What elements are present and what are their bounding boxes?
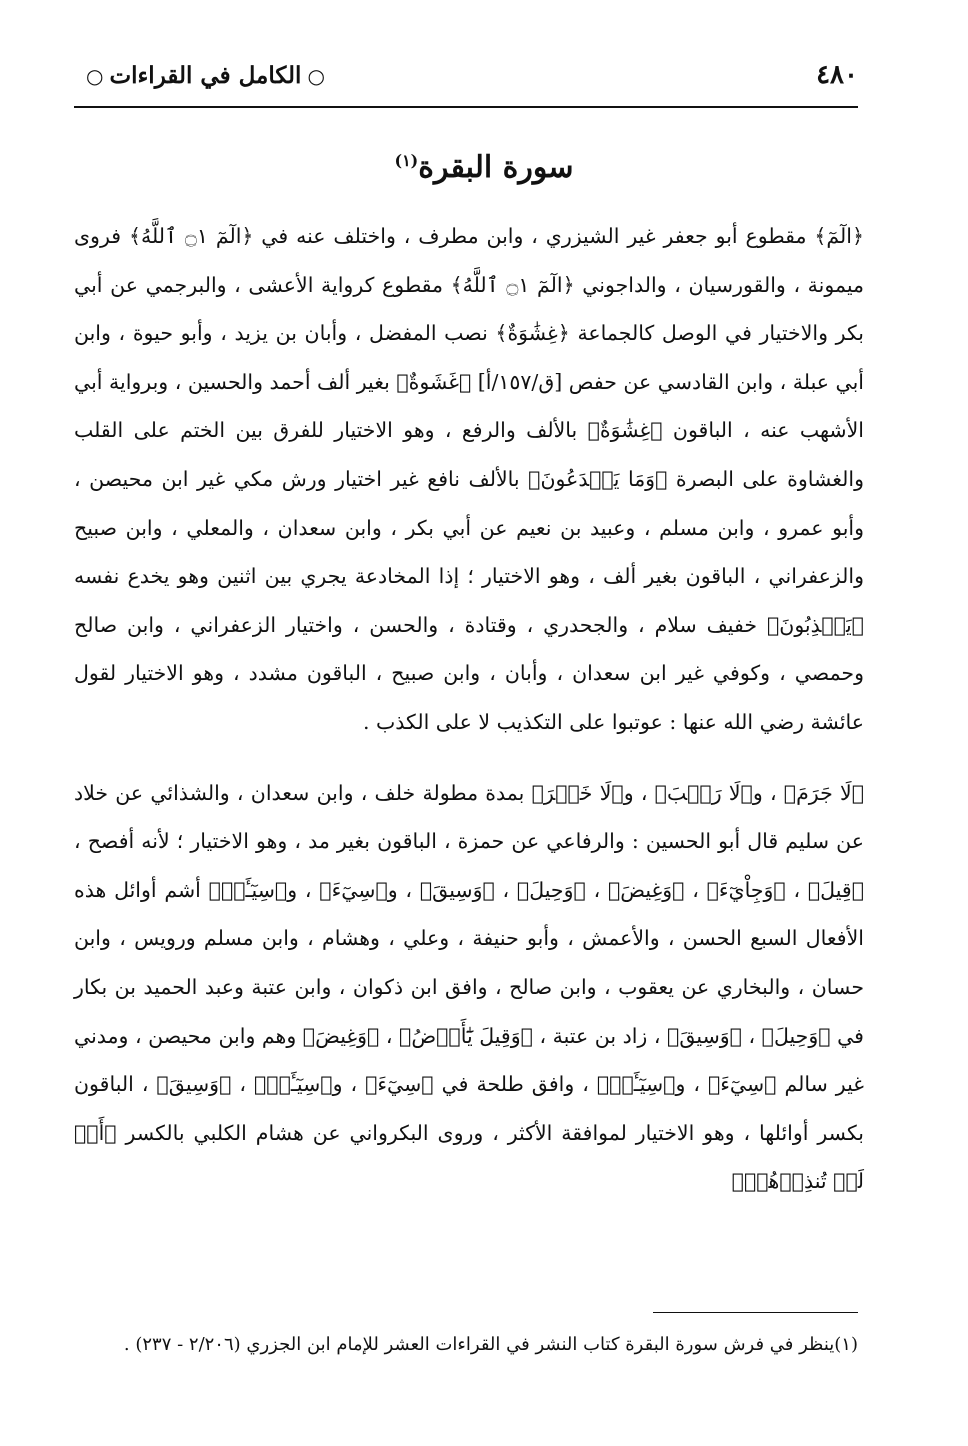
book-title: الكامل في القراءات	[109, 62, 302, 89]
page-header	[74, 58, 858, 108]
circle-ornament-right: ○	[307, 64, 325, 88]
footnote-divider	[653, 1312, 858, 1313]
running-title	[80, 62, 331, 89]
circle-ornament-left: ○	[86, 64, 104, 88]
paragraph-2: ﴿لَا جَرَمَ﴾ ، و﴿لَا رَيۡبَ﴾ ، و﴿لَا خَيۡرَ﴾ بمدة مطولة خلف ، وابن سعدان ، والشذائي عن خلاد عن سليم قال أبو الحسين : والرفاعي عن حمزة ، الباقون بغير مد ، وهو الاختيار ؛ لأنه أفصح ، ﴿قِيلَ﴾ ، ﴿وَجِاْيٓءَ﴾ ، ﴿وَغِيضَ﴾ ، ﴿وَحِيلَ﴾ ، ﴿وَسِيقَ﴾ ، و﴿سِيٓءَ﴾ ، و﴿سِيٓـَٔتۡ﴾ أشم أوائل هذه الأفعال السبع الحسن ، والأعمش ، وأبو حنيفة ، وعلي ، وهشام ، وابن مسلم ورويس ، وابن حسان ، والبخاري عن يعقوب ، وابن صالح ، وافق ابن ذكوان ، وابن عتبة وعبد الحميد بن بكار في ﴿وَحِيلَ﴾ ، ﴿وَسِيقَ﴾ ، زاد بن عتبة ، ﴿وَقِيلَ يَٰٓأَرۡضُ﴾ ، ﴿وَغِيضَ﴾ وهم وابن محيصن ، ومدني غير سالم ﴿سِيٓءَ﴾ ، و﴿سِيٓـَٔتۡ﴾ ، وافق طلحة في ﴿سِيٓءَ﴾ ، و﴿سِيٓـَٔتۡ﴾ ، ﴿وَسِيقَ﴾ ، الباقون بكسر أوائلها ، وهو الاختيار لموافقة الأكثر ، وروى البكرواني عن هشام الكلبي بالكسر ﴿أَمۡ لَمۡ تُنذِرۡهُمۡ﴾	[74, 780, 864, 1194]
main-text	[74, 212, 864, 1206]
footnote-marker: (١)	[394, 151, 419, 170]
chapter-title: سورة البقرة	[418, 150, 574, 185]
chapter-heading	[0, 150, 968, 185]
page-number: ٤٨٠	[816, 60, 858, 90]
paragraph-1: ﴿الٓمٓ﴾ مقطوع أبو جعفر غير الشيزري ، وابن مطرف ، واختلف عنه في ﴿الٓمٓ ۝١ ٱللَّهُ﴾ فروى ميمونة ، والقورسيان ، والداجوني ﴿الٓمٓ ۝١ ٱللَّهُ﴾ مقطوع كرواية الأعشى ، والبرجمي عن أبي بكر والاختيار في الوصل كالجماعة ﴿غِشَٰوَةٌ﴾ نصب المفضل ، وأبان بن يزيد ، وأبو حيوة ، وابن أبي عبلة ، وابن القادسي عن حفص [ق/١٥٧/أ] ﴿غَشَوةٌ﴾ بغير ألف أحمد والحسين ، وبرواية أبي الأشهب عنه ، الباقون ﴿غِشَٰوَةٌ﴾ بالألف والرفع ، وهو الاختيار للفرق بين الختم على القلب والغشاوة على البصرة ﴿وَمَا يَخۡدَعُونَ﴾ بالألف نافع غير اختيار ورش مكي غير ابن محيصن ، وأبو عمرو ، وابن مسلم ، وعبيد بن نعيم عن أبي بكر ، وابن سعدان ، والمعلي ، وابن صبيح والزعفراني ، الباقون بغير ألف ، وهو الاختيار ؛ إذا المخادعة يجري بين اثنين وهو يخدع نفسه ﴿يَكۡذِبُونَ﴾ خفيف سلام ، والجحدري ، وقتادة ، والحسن ، واختيار الزعفراني ، وابن صالح وحمصي ، وكوفي غير ابن سعدان ، وأبان ، وابن صبيح ، الباقون مشدد ، وهو الاختيار لقول عائشة رضي الله عنها : عوتبوا على التكذيب لا على الكذب .	[74, 224, 864, 734]
footnote: (١)ينظر في فرش سورة البقرة كتاب النشر في القراءات العشر للإمام ابن الجزري (٢/٢٠٦ - ٢٣٧) .	[123, 1334, 858, 1355]
